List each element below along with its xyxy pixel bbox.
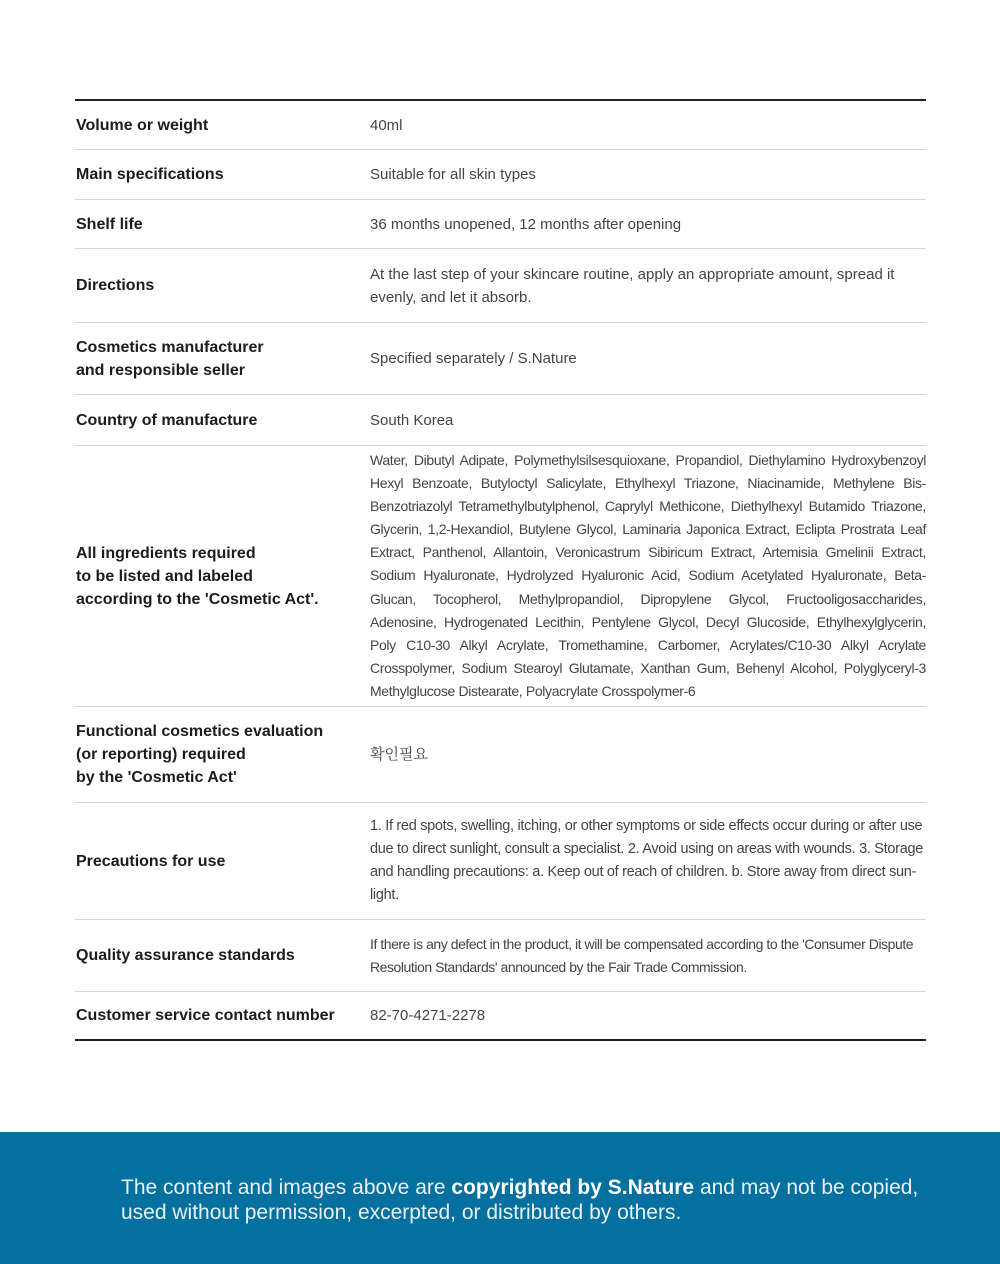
row-label: Precautions for use	[76, 852, 226, 870]
row-value: If there is any defect in the product, it will be compensated according to the 'Consumer Dispute Resolution Standards' announced by the Fair Trade Commission.	[370, 935, 914, 975]
row-value: 82-70-4271-2278	[370, 1007, 486, 1024]
row-label: Cosmetics manufacturer and responsible seller	[76, 338, 264, 379]
table-row-quality-assurance	[75, 920, 926, 992]
table-row-country	[75, 395, 926, 446]
row-label: Shelf life	[76, 215, 143, 233]
row-label: All ingredients required to be listed and labeled according to the 'Cosmetic Act'.	[76, 544, 319, 608]
row-label: Customer service contact number	[76, 1007, 335, 1024]
copyright-line-1	[121, 1175, 1000, 1200]
table-row-directions	[75, 249, 926, 323]
row-value: Suitable for all skin types	[370, 166, 536, 183]
table-row-manufacturer	[75, 323, 926, 395]
row-label: Quality assurance standards	[76, 947, 295, 964]
product-info-table	[75, 99, 926, 1041]
table-row-functional-evaluation	[75, 707, 926, 803]
table-row-volume	[75, 101, 926, 150]
copyright-line-2: used without permission, excerpted, or distributed by others.	[121, 1201, 682, 1224]
table-row-ingredients	[75, 446, 926, 707]
row-value: 40ml	[370, 116, 403, 134]
copyright-footer	[0, 1132, 1000, 1264]
row-value: South Korea	[370, 411, 454, 429]
row-value: 36 months unopened, 12 months after opening	[370, 215, 682, 233]
row-value: Water, Dibutyl Adipate, Polymethylsilsesquioxane, Propandiol, Diethylamino Hydroxybenzoyl Hexyl Benzoate, Butyloctyl Salicylate, Ethylhexyl Triazone, Niacinamide, Methylene Bis-Benzotriazolyl Tetramethylbutylphenol, Caprylyl Methicone, Diethylhexyl Butamido Triazone, Glycerin, 1,2-Hexandiol, Butylene Glycol, Laminaria Japonica Extract, Eclipta Prostrata Leaf Extract, Panthenol, Allantoin, Veronicastrum Sibiricum Extract, Artemisia Gmelinii Extract, Sodium Hyaluronate, Hydrolyzed Hyaluronic Acid, Sodium Acetylated Hyaluronate, Beta-Glucan, Tocopherol, Methylpropandiol, Dipropylene Glycol, Fructooligosaccharides, Adenosine, Hydrogenated Lecithin, Pentylene Glycol, Decyl Glucoside, Ethylhexylglycerin, Poly C10-30 Alkyl Acrylate, Tromethamine, Carbomer, Acrylates/C10-30 Alkyl Acrylate Crosspolymer, Sodium Stearoyl Glutamate, Xanthan Gum, Behenyl Alcohol, Polyglyceryl-3 Methylglucose Distearate, Polyacrylate Crosspolymer-6	[370, 451, 926, 699]
row-label: Volume or weight	[76, 116, 209, 134]
table-row-customer-service	[75, 992, 926, 1039]
row-label: Main specifications	[76, 166, 224, 183]
table-row-precautions	[75, 803, 926, 920]
copyright-text-after: and may not be copied,	[694, 1176, 919, 1199]
table-row-main-specs	[75, 150, 926, 200]
row-label: Directions	[76, 277, 155, 294]
table-row-shelf-life	[75, 200, 926, 249]
row-label: Functional cosmetics evaluation (or reporting) required by the 'Cosmetic Act'	[76, 723, 324, 786]
copyright-owner: copyrighted by S.Nature	[451, 1176, 695, 1199]
row-value: 확인필요	[370, 746, 428, 763]
row-label: Country of manufacture	[76, 411, 258, 429]
row-value: 1. If red spots, swelling, itching, or other symptoms or side effects occur during or after use due to direct sunlight, consult a specialist. 2. Avoid using on areas with wounds. 3. Storage and handling precautions: a. Keep out of reach of children. b. Store away from direct sunlight.	[370, 818, 923, 903]
copyright-text-before: The content and images above are	[121, 1176, 452, 1199]
row-value: Specified separately / S.Nature	[370, 350, 577, 367]
row-value: At the last step of your skincare routine, apply an appropriate amount, spread it evenly, and let it absorb.	[370, 265, 895, 306]
